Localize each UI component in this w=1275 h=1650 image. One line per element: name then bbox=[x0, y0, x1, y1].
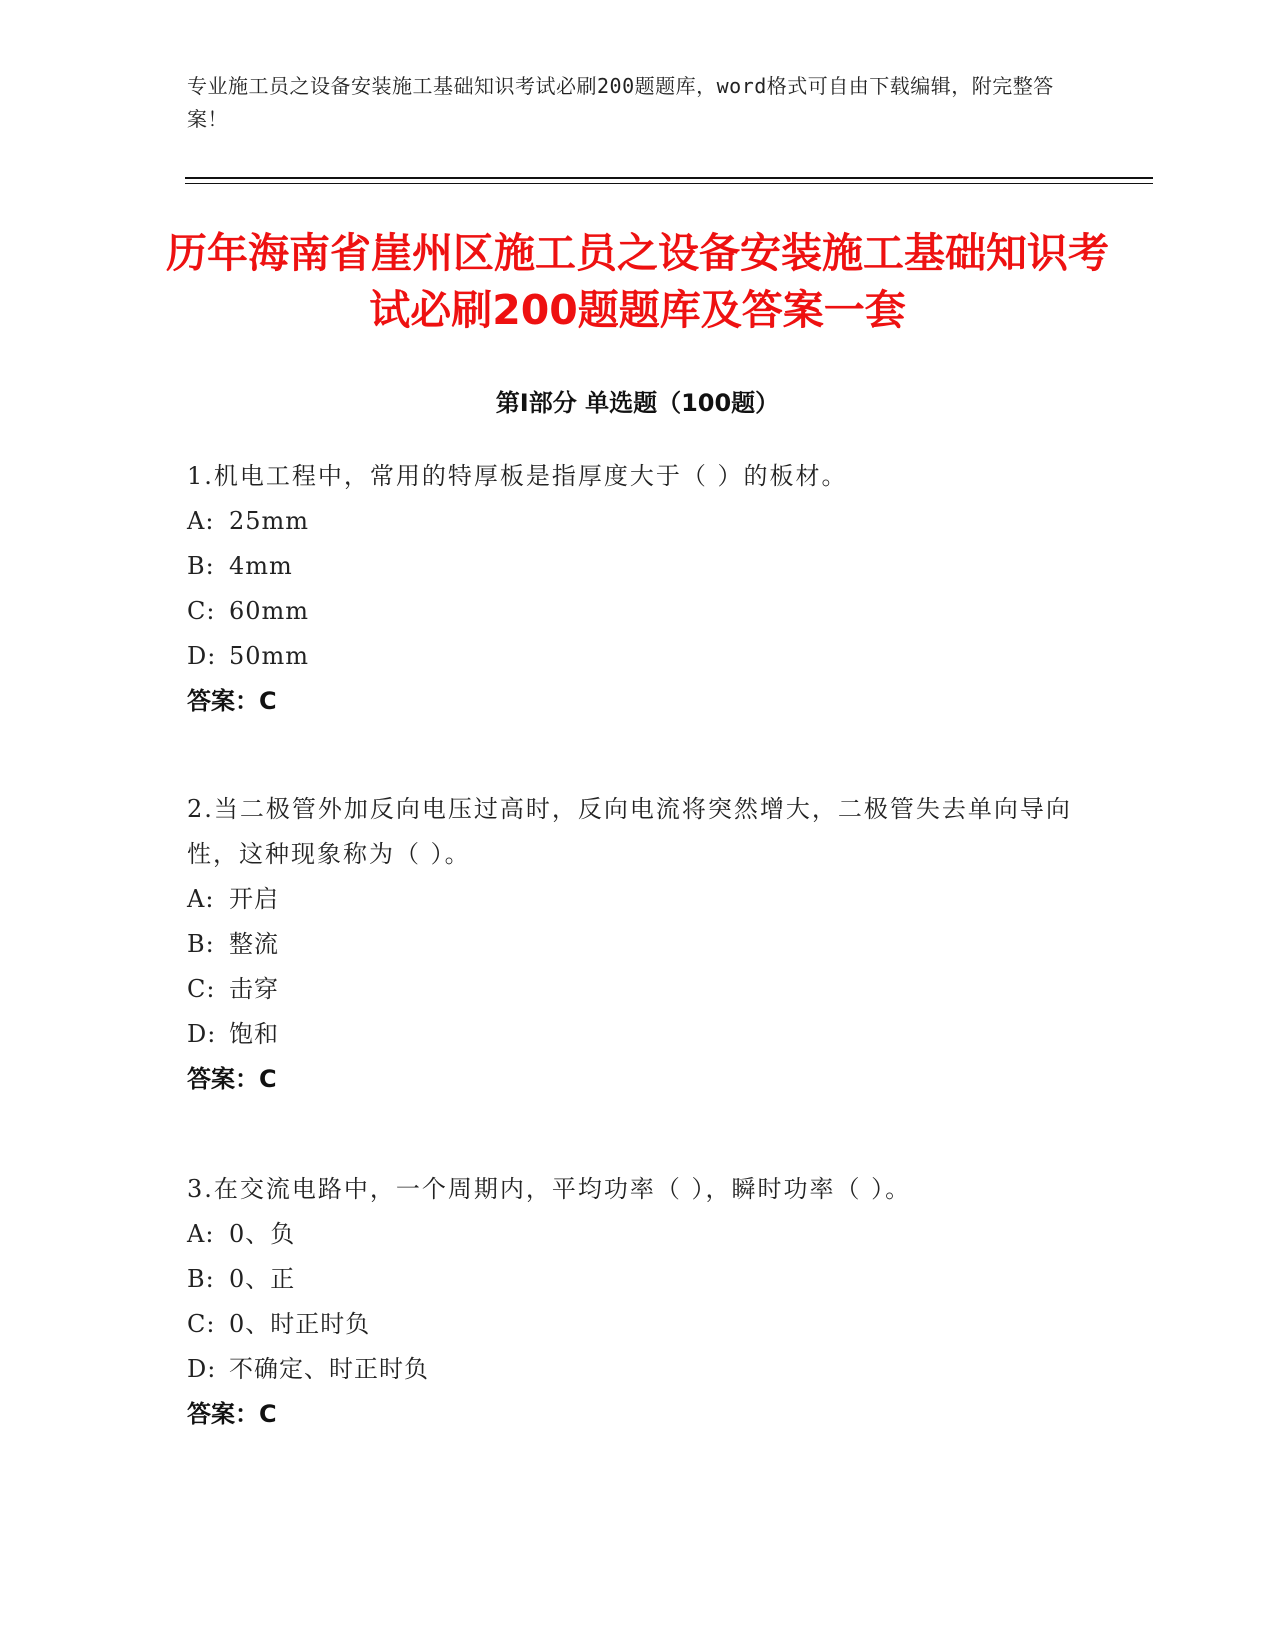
option-b bbox=[187, 544, 1087, 589]
answer-value: C bbox=[259, 1400, 277, 1428]
option-text: 4mm bbox=[229, 552, 293, 580]
answer-value: C bbox=[259, 1065, 277, 1093]
option-b bbox=[187, 1257, 1087, 1302]
question-text: 1.机电工程中，常用的特厚板是指厚度大于（ ）的板材。 bbox=[187, 462, 848, 490]
option-d bbox=[187, 634, 1087, 679]
question-2 bbox=[187, 787, 1087, 1102]
answer-label: 答案： bbox=[187, 1065, 259, 1093]
option-label: D: bbox=[187, 642, 217, 670]
section-heading: 第Ⅰ部分 单选题（100题） bbox=[495, 389, 780, 417]
option-label: B: bbox=[187, 930, 215, 958]
question-1 bbox=[187, 454, 1087, 724]
option-c bbox=[187, 589, 1087, 634]
option-text: 开启 bbox=[229, 885, 279, 913]
document-title: 历年海南省崖州区施工员之设备安装施工基础知识考试必刷200题题库及答案一套 bbox=[166, 229, 1109, 334]
option-c bbox=[187, 967, 1087, 1012]
option-label: A: bbox=[187, 507, 215, 535]
option-a bbox=[187, 877, 1087, 922]
option-label: B: bbox=[187, 1265, 215, 1293]
answer-label: 答案： bbox=[187, 687, 259, 715]
option-d bbox=[187, 1347, 1087, 1392]
option-label: B: bbox=[187, 552, 215, 580]
answer-label: 答案： bbox=[187, 1400, 259, 1428]
option-label: C: bbox=[187, 597, 216, 625]
option-label: A: bbox=[187, 1220, 215, 1248]
answer-value: C bbox=[259, 687, 277, 715]
option-text: 不确定、时正时负 bbox=[229, 1355, 429, 1383]
option-label: D: bbox=[187, 1355, 217, 1383]
header-divider-thin bbox=[185, 183, 1153, 184]
answer-line bbox=[187, 1392, 1087, 1437]
option-text: 0、负 bbox=[229, 1220, 296, 1248]
option-text: 0、正 bbox=[229, 1265, 296, 1293]
answer-line bbox=[187, 1057, 1087, 1102]
option-text: 0、时正时负 bbox=[229, 1310, 371, 1338]
question-3 bbox=[187, 1167, 1087, 1437]
option-text: 击穿 bbox=[229, 975, 279, 1003]
question-text: 3.在交流电路中，一个周期内，平均功率（ ），瞬时功率（ ）。 bbox=[187, 1175, 912, 1203]
option-d bbox=[187, 1012, 1087, 1057]
option-c bbox=[187, 1302, 1087, 1347]
option-label: A: bbox=[187, 885, 215, 913]
header-divider-thick bbox=[185, 177, 1153, 179]
answer-line bbox=[187, 679, 1087, 724]
option-label: C: bbox=[187, 975, 216, 1003]
option-b bbox=[187, 922, 1087, 967]
header-note: 专业施工员之设备安装施工基础知识考试必刷200题题库，word格式可自由下载编辑，附完整答案！ bbox=[187, 74, 1054, 131]
option-text: 60mm bbox=[229, 597, 310, 625]
option-text: 整流 bbox=[229, 930, 279, 958]
option-label: D: bbox=[187, 1020, 217, 1048]
option-a bbox=[187, 499, 1087, 544]
option-a bbox=[187, 1212, 1087, 1257]
question-text: 2.当二极管外加反向电压过高时，反向电流将突然增大，二极管失去单向导向性，这种现象称为（ ）。 bbox=[187, 795, 1072, 868]
option-text: 饱和 bbox=[229, 1020, 279, 1048]
option-text: 25mm bbox=[229, 507, 310, 535]
option-text: 50mm bbox=[229, 642, 310, 670]
option-label: C: bbox=[187, 1310, 216, 1338]
